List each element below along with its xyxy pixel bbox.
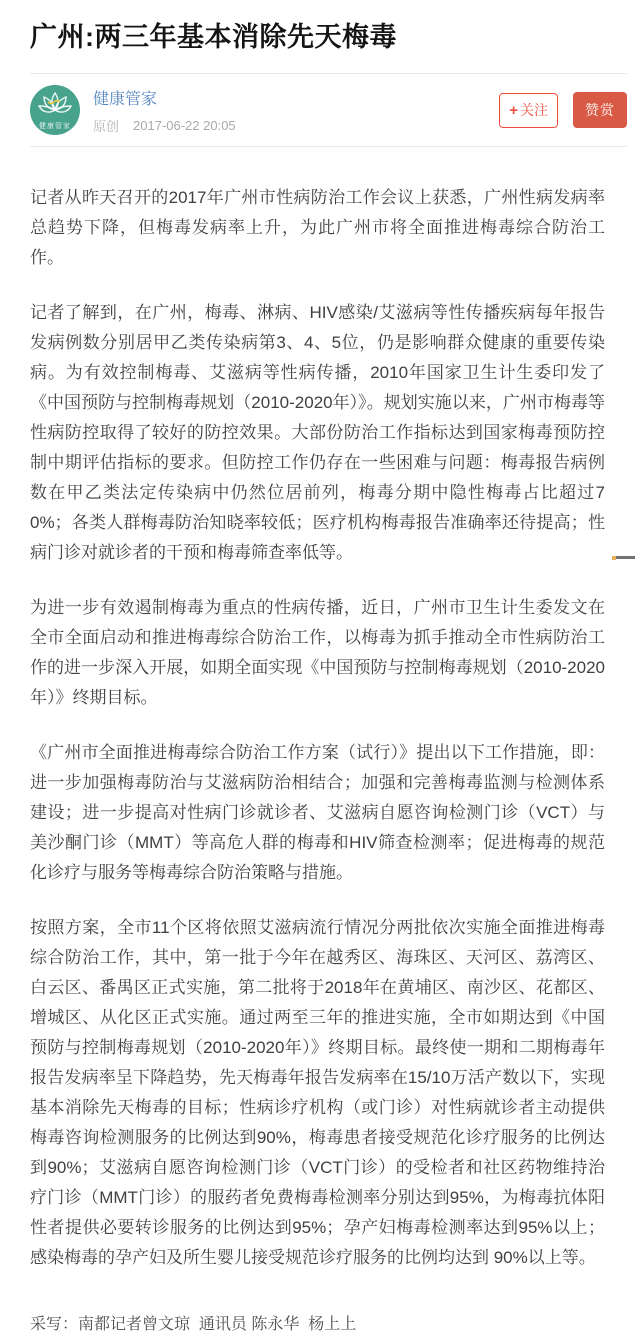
page-title: 广州:两三年基本消除先天梅毒 xyxy=(30,22,397,52)
byline: 采写：南都记者曾文琼 通讯员 陈永华 杨上上 xyxy=(30,1316,357,1333)
author-name-link[interactable]: 健康管家 xyxy=(93,90,158,108)
follow-label: 关注 xyxy=(520,102,548,118)
avatar[interactable] xyxy=(30,85,80,135)
paragraph-2: 记者了解到，在广州，梅毒、淋病、HIV感染/艾滋病等性传播疾病每年报告发病例数分别居甲乙类传染病第3、4、5位，仍是影响群众健康的重要传染病。为有效控制梅毒、艾滋病等性病传播，2010年国家卫生计生委印发了《中国预防与控制梅毒规划（2010-2020年）》。规划实施以来，广州市梅毒等性病防控取得了较好的防控效果。大部份防治工作指标达到国家梅毒预防控制中期评估指标的要求。但防控工作仍存在一些困难与问题：梅毒报告病例数在甲乙类法定传染病中仍然位居前列，梅毒分期中隐性梅毒占比超过70%；各类人群梅毒防治知晓率较低；医疗机构梅毒报告准确率还待提高；性病门诊对就诊者的干预和梅毒筛查率低等。 xyxy=(30,303,605,562)
paragraph-3: 为进一步有效遏制梅毒为重点的性病传播，近日，广州市卫生计生委发文在全市全面启动和推进梅毒综合防治工作，以梅毒为抓手推动全市性病防治工作的进一步深入开展，如期全面实现《中国预防与控制梅毒规划（2010-2020年）》终期目标。 xyxy=(30,598,605,707)
publish-time: 2017-06-22 20:05 xyxy=(133,117,236,133)
paragraph-4: 《广州市全面推进梅毒综合防治工作方案（试行）》提出以下工作措施，即：进一步加强梅毒防治与艾滋病防治相结合；加强和完善梅毒监测与检测体系建设；进一步提高对性病门诊就诊者、艾滋病自愿咨询检测门诊（VCT）与美沙酮门诊（MMT）等高危人群的梅毒和HIV筛查检测率；促进梅毒的规范化诊疗与服务等梅毒综合防治策略与措施。 xyxy=(30,743,605,882)
reward-button[interactable]: 赞赏 xyxy=(573,92,627,128)
follow-button[interactable] xyxy=(499,93,558,128)
screenshot-artifact xyxy=(612,556,635,559)
author-info xyxy=(93,86,499,135)
article-body xyxy=(0,147,635,1273)
origin-badge: 原创 xyxy=(93,118,120,134)
paragraph-1: 记者从昨天召开的2017年广州市性病防治工作会议上获悉，广州性病发病率总趋势下降，但梅毒发病率上升，为此广州市将全面推进梅毒综合防治工作。 xyxy=(30,188,605,267)
plus-icon: + xyxy=(509,101,518,119)
post-meta xyxy=(93,116,499,135)
paragraph-5: 按照方案，全市11个区将依照艾滋病流行情况分两批依次实施全面推进梅毒综合防治工作，其中，第一批于今年在越秀区、海珠区、天河区、荔湾区、白云区、番禺区正式实施，第二批将于2018年在黄埔区、南沙区、花都区、增城区、从化区正式实施。通过两至三年的推进实施，全市如期达到《中国预防与控制梅毒规划（2010-2020年）》终期目标。最终使一期和二期梅毒年报告发病率呈下降趋势，先天梅毒年报告发病率在15/10万活产数以下，实现基本消除先天梅毒的目标；性病诊疗机构（或门诊）对性病就诊者主动提供梅毒咨询检测服务的比例达到90%，梅毒患者接受规范化诊疗服务的比例达到90%；艾滋病自愿咨询检测门诊（VCT门诊）的受检者和社区药物维持治疗门诊（MMT门诊）的服药者免费梅毒检测率分别达到95%，为梅毒抗体阳性者提供必要转诊服务的比例达到95%；孕产妇梅毒检测率达到95%以上；感染梅毒的孕产妇及所生婴儿接受规范诊疗服务的比例均达到 90%以上等。 xyxy=(30,918,605,1267)
author-bar xyxy=(30,73,627,147)
action-buttons xyxy=(499,92,627,128)
avatar-label: 健康管家 xyxy=(39,123,71,130)
